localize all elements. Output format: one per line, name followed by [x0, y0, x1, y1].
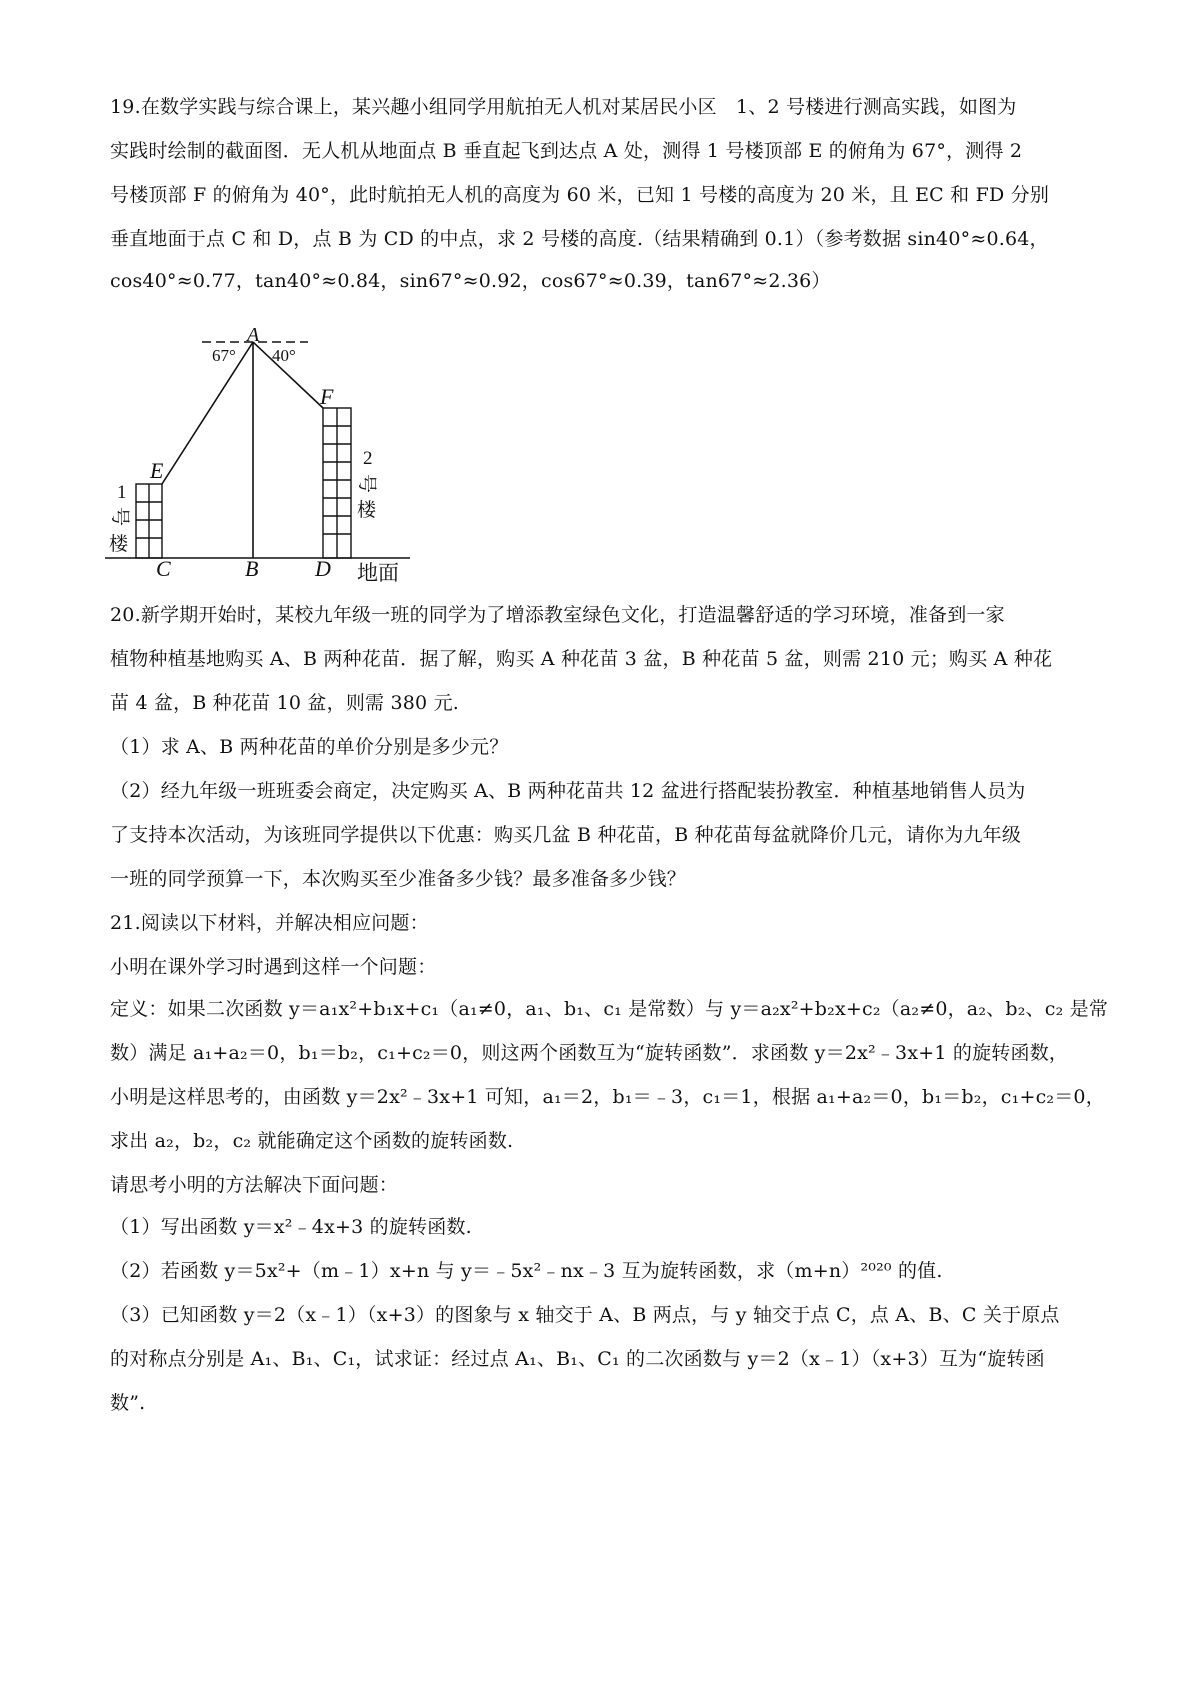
building2-label-lou: 楼 [357, 499, 377, 521]
q19-line-3: 号楼顶部 F 的俯角为 40°，此时航拍无人机的高度为 60 米，已知 1 号楼的高度为 20 米，且 EC 和 FD 分别 [110, 184, 1050, 206]
building1-label-number: 1 [117, 482, 127, 503]
label-point-f: F [320, 384, 334, 409]
sight-line-ae [162, 342, 253, 484]
q20-line-2: 植物种植基地购买 A、B 两种花苗．据了解，购买 A 种花苗 3 盆，B 种花苗 5 盆，则需 210 元；购买 A 种花 [110, 648, 1053, 670]
q21-line-2: 小明在课外学习时遇到这样一个问题： [110, 956, 437, 978]
q20-part-1: （1）求 A、B 两种花苗的单价分别是多少元？ [110, 736, 509, 758]
angle-label-67: 67° [212, 346, 236, 365]
q19-line-4: 垂直地面于点 C 和 D，点 B 为 CD 的中点，求 2 号楼的高度.（结果精确到 0.1）（参考数据 sin40°≈0.64， [110, 228, 1049, 250]
angle-label-40: 40° [272, 346, 296, 365]
q21-definition-line-4: 求出 a₂，b₂，c₂ 就能确定这个函数的旋转函数. [110, 1130, 514, 1152]
label-point-b: B [245, 556, 259, 581]
building2-label-hao: 号 [356, 474, 378, 494]
q20-line-3: 苗 4 盆，B 种花苗 10 盆，则需 380 元. [110, 692, 460, 714]
q20-line-1: 20.新学期开始时，某校九年级一班的同学为了增添教室绿色文化，打造温馨舒适的学习环境，准备到一家 [110, 604, 1005, 626]
q20-part-2-line-2: 了支持本次活动，为该班同学提供以下优惠：购买几盆 B 种花苗，B 种花苗每盆就降价几元，请你为九年级 [110, 824, 1022, 846]
q21-line-1: 21.阅读以下材料，并解决相应问题： [110, 912, 429, 934]
q19-line-5: cos40°≈0.77，tan40°≈0.84，sin67°≈0.92，cos67°≈0.39，tan67°≈2.36） [110, 270, 831, 292]
label-point-e: E [150, 458, 164, 483]
q21-part-3-line-1: （3）已知函数 y＝2（x﹣1）（x+3）的图象与 x 轴交于 A、B 两点，与 y 轴交于点 C，点 A、B、C 关于原点 [110, 1304, 1060, 1326]
q21-prompt: 请思考小明的方法解决下面问题： [110, 1174, 399, 1196]
building2-label-number: 2 [363, 448, 373, 469]
label-point-d: D [315, 556, 331, 581]
q20-part-2-line-3: 一班的同学预算一下，本次购买至少准备多少钱？最多准备多少钱？ [110, 868, 687, 890]
q21-definition-line-2: 数）满足 a₁+a₂＝0，b₁＝b₂，c₁+c₂＝0，则这两个函数互为“旋转函数”．求函数 y＝2x²﹣3x+1 的旋转函数， [110, 1042, 1069, 1064]
q20-part-2-line-1: （2）经九年级一班班委会商定，决定购买 A、B 两种花苗共 12 盆进行搭配装扮教室．种植基地销售人员为 [110, 780, 1026, 802]
q21-definition-line-1: 定义：如果二次函数 y＝a₁x²+b₁x+c₁（a₁≠0，a₁、b₁、c₁ 是常数）与 y＝a₂x²+b₂x+c₂（a₂≠0，a₂、b₂、c₂ 是常 [110, 998, 1109, 1020]
q21-part-3-line-2: 的对称点分别是 A₁、B₁、C₁，试求证：经过点 A₁、B₁、C₁ 的二次函数与 y＝2（x﹣1）（x+3）互为“旋转函 [110, 1348, 1045, 1370]
building-2 [323, 408, 351, 558]
q19-line-2: 实践时绘制的截面图．无人机从地面点 B 垂直起飞到达点 A 处，测得 1 号楼顶部 E 的俯角为 67°，测得 2 [110, 140, 1023, 162]
q21-part-1: （1）写出函数 y＝x²﹣4x+3 的旋转函数. [110, 1216, 472, 1238]
q19-diagram [105, 324, 425, 588]
label-point-a: A [247, 324, 260, 346]
label-point-c: C [156, 556, 171, 581]
ground-label: 地面 [357, 561, 399, 585]
q21-part-3-line-3: 数”. [110, 1392, 146, 1414]
q19-line-1: 19.在数学实践与综合课上，某兴趣小组同学用航拍无人机对某居民小区 1、2 号楼进行测高实践，如图为 [110, 96, 1017, 118]
building-1 [136, 484, 162, 558]
building1-label-hao: 号 [109, 507, 131, 527]
building1-label-lou: 楼 [109, 533, 129, 555]
q21-definition-line-3: 小明是这样思考的，由函数 y＝2x²﹣3x+1 可知，a₁＝2，b₁＝﹣3，c₁＝1，根据 a₁+a₂＝0，b₁＝b₂，c₁+c₂＝0， [110, 1086, 1105, 1108]
q21-part-2: （2）若函数 y＝5x²+（m﹣1）x+n 与 y＝﹣5x²﹣nx﹣3 互为旋转函数，求（m+n）²⁰²⁰ 的值. [110, 1260, 943, 1282]
